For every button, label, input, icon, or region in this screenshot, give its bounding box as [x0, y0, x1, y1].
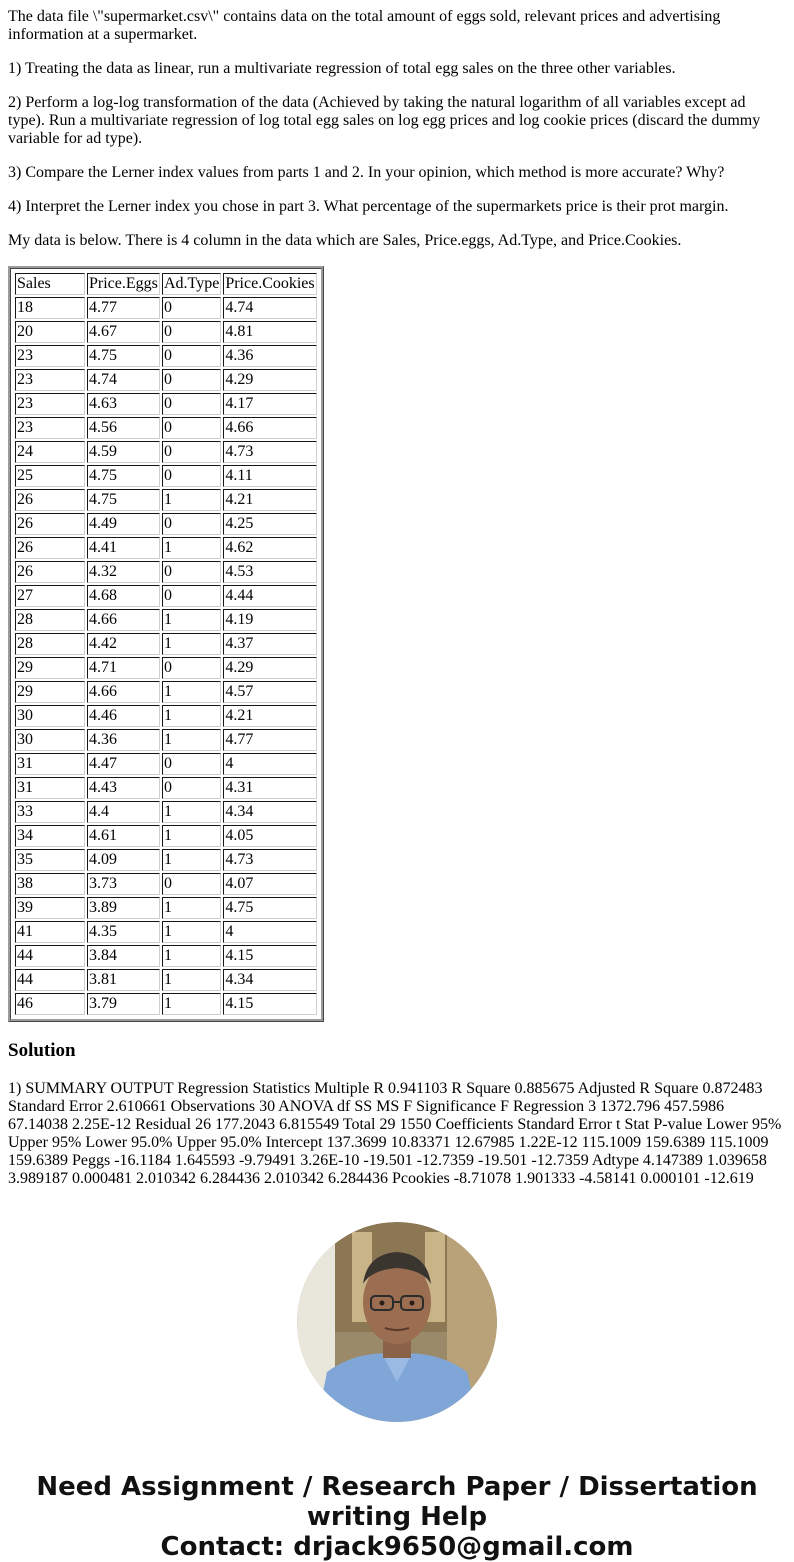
table-row: [15, 321, 317, 343]
cell-price-cookies: 4.05: [223, 825, 316, 847]
cell-price-eggs: 4.67: [87, 321, 160, 343]
data-description: My data is below. There is 4 column in the data which are Sales, Price.eggs, Ad.Type, and Price.Cookies.: [8, 232, 682, 249]
cell-sales: 30: [15, 705, 85, 727]
cell-sales: 28: [15, 633, 85, 655]
table-row: [15, 993, 317, 1015]
cell-price-eggs: 4.35: [87, 921, 160, 943]
cell-price-eggs: 4.56: [87, 417, 160, 439]
question-intro: The data file \"supermarket.csv\" contains data on the total amount of eggs sold, relevant prices and advertising information at a supermarket.: [8, 8, 721, 43]
cell-price-cookies: 4.74: [223, 297, 316, 319]
table-row: [15, 417, 317, 439]
question-part-1: 1) Treating the data as linear, run a multivariate regression of total egg sales on the three other variables.: [8, 60, 676, 77]
header-cell-ad-type: Ad.Type: [162, 273, 221, 295]
cell-price-cookies: 4.36: [223, 345, 316, 367]
cell-ad-type: 0: [162, 561, 221, 583]
cell-sales: 26: [15, 513, 85, 535]
cell-sales: 23: [15, 393, 85, 415]
table-row: [15, 681, 317, 703]
cell-ad-type: 1: [162, 945, 221, 967]
avatar-row: [8, 1222, 786, 1422]
cell-sales: 39: [15, 897, 85, 919]
cell-price-cookies: 4.37: [223, 633, 316, 655]
cell-price-eggs: 4.41: [87, 537, 160, 559]
cell-price-eggs: 4.66: [87, 609, 160, 631]
cell-ad-type: 1: [162, 921, 221, 943]
table-row: [15, 609, 317, 631]
cell-ad-type: 0: [162, 345, 221, 367]
cell-price-cookies: 4.19: [223, 609, 316, 631]
header-cell-price-eggs: Price.Eggs: [87, 273, 160, 295]
cell-ad-type: 0: [162, 657, 221, 679]
cell-price-eggs: 4.71: [87, 657, 160, 679]
cell-sales: 26: [15, 537, 85, 559]
cell-price-eggs: 4.43: [87, 777, 160, 799]
cell-price-cookies: 4.07: [223, 873, 316, 895]
table-row: [15, 297, 317, 319]
cell-ad-type: 0: [162, 369, 221, 391]
cell-price-cookies: 4.77: [223, 729, 316, 751]
cell-sales: 23: [15, 369, 85, 391]
cell-ad-type: 1: [162, 993, 221, 1015]
question-part-2: 2) Perform a log-log transformation of the data (Achieved by taking the natural logarithm of all variables except ad type). Run a multivariate regression of log total egg sales on log egg prices and log cookie prices (discard the dummy variable for ad type).: [8, 94, 761, 147]
table-row: [15, 969, 317, 991]
cell-ad-type: 0: [162, 753, 221, 775]
cell-ad-type: 1: [162, 801, 221, 823]
cell-ad-type: 0: [162, 441, 221, 463]
table-row: [15, 849, 317, 871]
cell-price-eggs: 4.63: [87, 393, 160, 415]
cell-price-cookies: 4.57: [223, 681, 316, 703]
cell-ad-type: 1: [162, 633, 221, 655]
table-row: [15, 537, 317, 559]
cell-price-cookies: 4.81: [223, 321, 316, 343]
cell-sales: 30: [15, 729, 85, 751]
cell-sales: 26: [15, 489, 85, 511]
cell-price-cookies: 4.73: [223, 441, 316, 463]
cell-price-eggs: 4.59: [87, 441, 160, 463]
cell-ad-type: 0: [162, 417, 221, 439]
cell-price-eggs: 4.36: [87, 729, 160, 751]
table-row: [15, 801, 317, 823]
cell-sales: 29: [15, 681, 85, 703]
cell-ad-type: 1: [162, 729, 221, 751]
cell-sales: 24: [15, 441, 85, 463]
cell-price-eggs: 4.32: [87, 561, 160, 583]
table-row: [15, 441, 317, 463]
cell-price-eggs: 4.09: [87, 849, 160, 871]
table-row: [15, 921, 317, 943]
cell-price-cookies: 4.75: [223, 897, 316, 919]
cell-sales: 34: [15, 825, 85, 847]
table-row: [15, 369, 317, 391]
cell-price-eggs: 4.74: [87, 369, 160, 391]
cell-price-cookies: 4.53: [223, 561, 316, 583]
cell-sales: 44: [15, 969, 85, 991]
cell-price-cookies: 4.17: [223, 393, 316, 415]
table-row: [15, 585, 317, 607]
promo-line-1: Need Assignment / Research Paper / Dissertation: [36, 1472, 758, 1502]
cell-price-cookies: 4.31: [223, 777, 316, 799]
table-row: [15, 465, 317, 487]
cell-price-eggs: 4.61: [87, 825, 160, 847]
data-table-container: [8, 266, 786, 1022]
cell-price-eggs: 4.46: [87, 705, 160, 727]
cell-price-eggs: 4.75: [87, 489, 160, 511]
cell-price-eggs: 4.66: [87, 681, 160, 703]
promo-line-2: writing Help: [306, 1502, 488, 1532]
cell-price-cookies: 4.62: [223, 537, 316, 559]
cell-ad-type: 0: [162, 777, 221, 799]
question-paragraphs: [8, 8, 786, 250]
cell-sales: 38: [15, 873, 85, 895]
cell-sales: 18: [15, 297, 85, 319]
table-row: [15, 393, 317, 415]
table-row: [15, 729, 317, 751]
cell-price-cookies: 4.34: [223, 801, 316, 823]
cell-price-eggs: 4.77: [87, 297, 160, 319]
table-row: [15, 561, 317, 583]
table-row: [15, 873, 317, 895]
cell-price-cookies: 4.29: [223, 657, 316, 679]
author-photo: [297, 1222, 497, 1422]
cell-price-eggs: 4.49: [87, 513, 160, 535]
cell-price-cookies: 4.44: [223, 585, 316, 607]
cell-ad-type: 1: [162, 537, 221, 559]
table-row: [15, 489, 317, 511]
cell-ad-type: 0: [162, 873, 221, 895]
cell-price-cookies: 4.34: [223, 969, 316, 991]
cell-price-cookies: 4.29: [223, 369, 316, 391]
table-row: [15, 345, 317, 367]
cell-price-cookies: 4: [223, 921, 316, 943]
table-row: [15, 897, 317, 919]
table-row: [15, 945, 317, 967]
cell-ad-type: 0: [162, 585, 221, 607]
cell-ad-type: 1: [162, 969, 221, 991]
cell-ad-type: 1: [162, 849, 221, 871]
cell-ad-type: 1: [162, 489, 221, 511]
table-header-row: [15, 273, 317, 295]
cell-price-eggs: 4.4: [87, 801, 160, 823]
promo-banner: [8, 1472, 786, 1562]
cell-sales: 35: [15, 849, 85, 871]
cell-sales: 26: [15, 561, 85, 583]
cell-ad-type: 0: [162, 297, 221, 319]
cell-sales: 33: [15, 801, 85, 823]
cell-price-cookies: 4.21: [223, 489, 316, 511]
cell-sales: 31: [15, 777, 85, 799]
cell-price-eggs: 3.89: [87, 897, 160, 919]
cell-ad-type: 0: [162, 393, 221, 415]
cell-price-eggs: 4.47: [87, 753, 160, 775]
cell-price-eggs: 4.68: [87, 585, 160, 607]
cell-price-cookies: 4.21: [223, 705, 316, 727]
cell-ad-type: 1: [162, 681, 221, 703]
table-row: [15, 753, 317, 775]
cell-price-eggs: 3.84: [87, 945, 160, 967]
header-cell-sales: Sales: [15, 273, 85, 295]
cell-sales: 20: [15, 321, 85, 343]
promo-contact: Contact: drjack9650@gmail.com: [160, 1532, 634, 1562]
cell-ad-type: 1: [162, 705, 221, 727]
header-cell-price-cookies: Price.Cookies: [223, 273, 316, 295]
cell-price-cookies: 4.15: [223, 945, 316, 967]
cell-ad-type: 0: [162, 465, 221, 487]
question-part-3: 3) Compare the Lerner index values from parts 1 and 2. In your opinion, which method is more accurate? Why?: [8, 164, 725, 181]
cell-price-cookies: 4.25: [223, 513, 316, 535]
cell-price-eggs: 4.75: [87, 345, 160, 367]
cell-ad-type: 0: [162, 321, 221, 343]
cell-sales: 28: [15, 609, 85, 631]
cell-sales: 23: [15, 417, 85, 439]
cell-price-cookies: 4.11: [223, 465, 316, 487]
cell-price-cookies: 4.66: [223, 417, 316, 439]
cell-price-cookies: 4: [223, 753, 316, 775]
solution-heading: Solution: [8, 1040, 76, 1061]
cell-price-eggs: 3.73: [87, 873, 160, 895]
table-row: [15, 657, 317, 679]
author-photo-illustration: [297, 1222, 497, 1422]
cell-sales: 25: [15, 465, 85, 487]
data-table: [8, 266, 324, 1022]
table-row: [15, 633, 317, 655]
cell-ad-type: 1: [162, 897, 221, 919]
cell-ad-type: 1: [162, 825, 221, 847]
cell-ad-type: 1: [162, 609, 221, 631]
table-row: [15, 705, 317, 727]
cell-price-eggs: 3.81: [87, 969, 160, 991]
cell-sales: 46: [15, 993, 85, 1015]
cell-sales: 31: [15, 753, 85, 775]
cell-sales: 44: [15, 945, 85, 967]
cell-sales: 29: [15, 657, 85, 679]
cell-price-eggs: 4.42: [87, 633, 160, 655]
table-row: [15, 825, 317, 847]
cell-sales: 23: [15, 345, 85, 367]
solution-text: 1) SUMMARY OUTPUT Regression Statistics Multiple R 0.941103 R Square 0.885675 Adjusted R Square 0.872483 Standard Error 2.610661 Observations 30 ANOVA df SS MS F Significance F Regression 3 1372.796 457.5986 67.14038 2.25E-12 Residual 26 177.2043 6.815549 Total 29 1550 Coefficients Standard Error t Stat P-value Lower 95% Upper 95% Lower 95.0% Upper 95.0% Intercept 137.3699 10.83371 12.67985 1.22E-12 115.1009 159.6389 115.1009 159.6389 Peggs -16.1184 1.645593 -9.79491 3.26E-10 -19.501 -12.7359 -19.501 -12.7359 Adtype 4.147389 1.039658 3.989187 0.000481 2.010342 6.284436 2.010342 6.284436 Pcookies -8.71078 1.901333 -4.58141 0.000101 -12.619: [8, 1080, 782, 1187]
cell-sales: 41: [15, 921, 85, 943]
cell-sales: 27: [15, 585, 85, 607]
question-part-4: 4) Interpret the Lerner index you chose in part 3. What percentage of the supermarkets price is their prot margin.: [8, 198, 729, 215]
table-row: [15, 513, 317, 535]
cell-price-eggs: 3.79: [87, 993, 160, 1015]
cell-price-cookies: 4.15: [223, 993, 316, 1015]
table-row: [15, 777, 317, 799]
cell-price-eggs: 4.75: [87, 465, 160, 487]
cell-price-cookies: 4.73: [223, 849, 316, 871]
cell-ad-type: 0: [162, 513, 221, 535]
